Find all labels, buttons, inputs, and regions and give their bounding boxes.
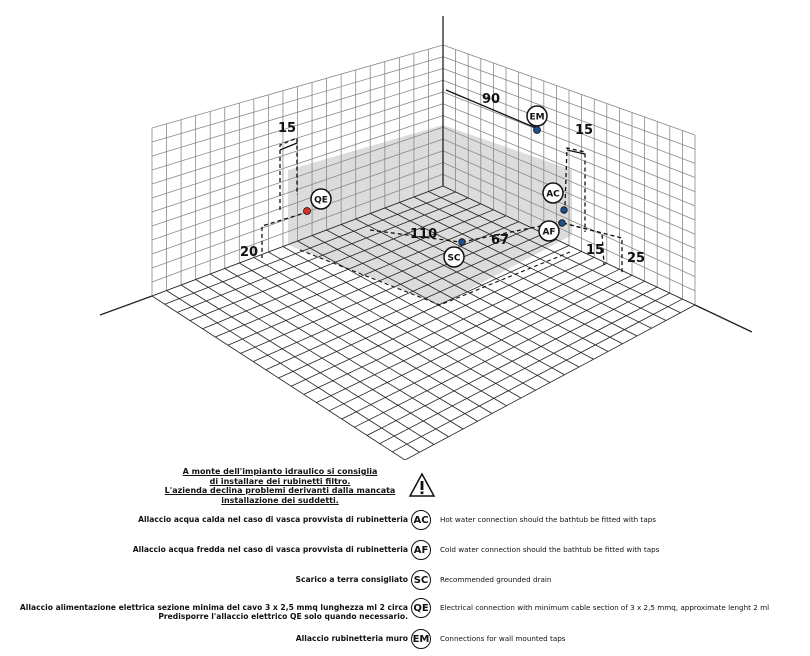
left-floor-edge-extension bbox=[100, 296, 152, 315]
legend-qe-en: Electrical connection with minimum cable section of 3 x 2,5 mmq, approximate lenght 2 ml bbox=[440, 603, 770, 612]
dim-25-label: 25 bbox=[627, 251, 646, 266]
sc-badge-label: SC bbox=[447, 253, 461, 264]
filter-taps-note: A monte dell'impianto idraulico si consiglia di installare dei rubinetti filtro. L'azienda declina problemi derivanti dalla mancata installazione dei suddetti. bbox=[164, 467, 396, 505]
legend-row-ac bbox=[0, 515, 810, 537]
ac-badge-label: AC bbox=[546, 189, 560, 200]
legend-af-en: Cold water connection should the bathtub be fitted with taps bbox=[440, 545, 660, 554]
legend-ac-en: Hot water connection should the bathtub be fitted with taps bbox=[440, 515, 657, 524]
legend-sc-it: Scarico a terra consigliato bbox=[295, 575, 408, 584]
legend-ac-badge: AC bbox=[411, 510, 431, 530]
dim-67-label: 67 bbox=[491, 233, 510, 248]
dim-15-floor-label: 15 bbox=[586, 243, 605, 258]
qe-badge-label: QE bbox=[314, 195, 328, 206]
warning-icon bbox=[408, 472, 436, 498]
legend-em-en: Connections for wall mounted taps bbox=[440, 634, 566, 643]
legend-af-it: Allaccio acqua fredda nel caso di vasca provvista di rubinetteria bbox=[132, 545, 408, 554]
qe-dot bbox=[304, 208, 311, 215]
legend-em-it: Allaccio rubinetteria muro bbox=[295, 634, 408, 643]
dim-15-left-label: 15 bbox=[278, 121, 297, 136]
floor-grid-line bbox=[196, 280, 449, 437]
ac-dot bbox=[561, 207, 568, 214]
legend-em-badge: EM bbox=[411, 629, 431, 649]
sc-dot bbox=[459, 239, 466, 246]
legend-qe-badge: QE bbox=[411, 598, 431, 618]
dim-15-right-label: 15 bbox=[575, 123, 594, 138]
legend-ac-it: Allaccio acqua calda nel caso di vasca provvista di rubinetteria bbox=[138, 515, 408, 524]
legend-sc-en: Recommended grounded drain bbox=[440, 575, 552, 584]
dim-110-label: 110 bbox=[410, 227, 438, 242]
right-floor-edge-extension bbox=[695, 305, 752, 332]
legend-sc-badge: SC bbox=[411, 570, 431, 590]
legend-qe-it: Allaccio alimentazione elettrica sezione minima del cavo 3 x 2,5 mmq lunghezza ml 2 circa Predisporre l'allaccio elettrico QE solo quando necessario. bbox=[19, 603, 408, 621]
dim-20-label: 20 bbox=[240, 245, 259, 260]
em-dot bbox=[534, 127, 541, 134]
legend-row-sc bbox=[0, 575, 810, 597]
dim-90-label: 90 bbox=[482, 92, 501, 107]
legend-row-qe bbox=[0, 603, 810, 625]
dim-15-left-arrow bbox=[280, 143, 297, 150]
em-badge-label: EM bbox=[529, 112, 545, 123]
af-badge-label: AF bbox=[542, 227, 556, 238]
legend-af-badge: AF bbox=[411, 540, 431, 560]
af-dot bbox=[559, 220, 566, 227]
legend-row-af bbox=[0, 545, 810, 567]
